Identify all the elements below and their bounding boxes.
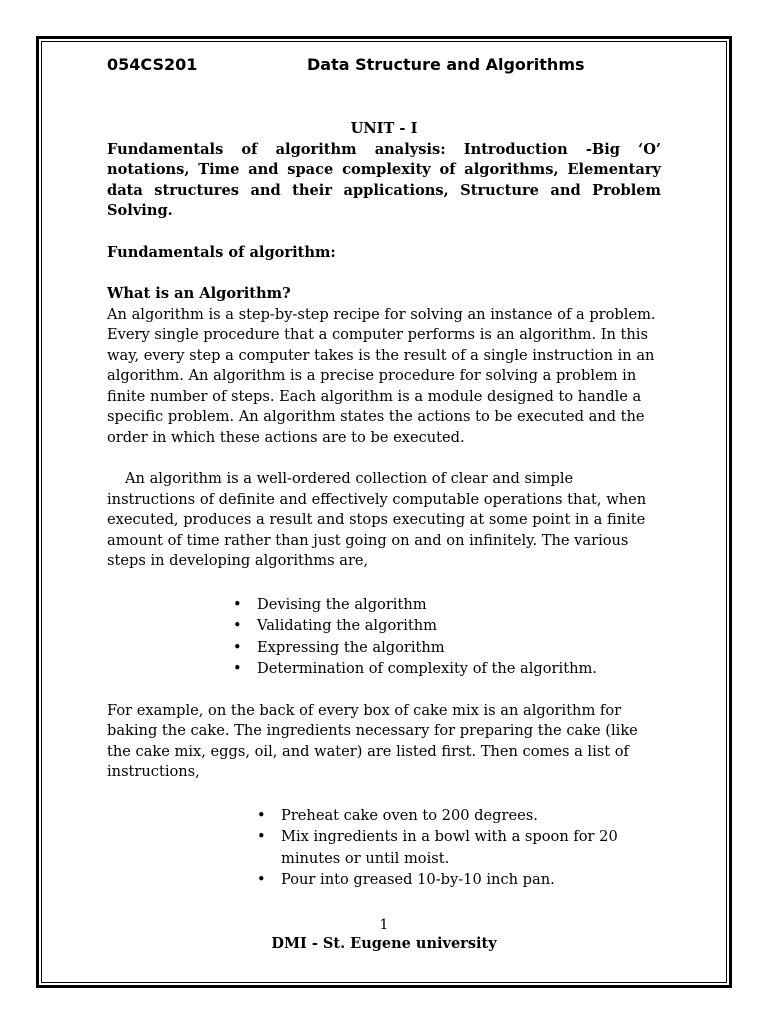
page-number: 1 xyxy=(379,917,389,933)
page-header xyxy=(107,53,661,75)
list-item: • Pour into greased 10-by-10 inch pan. xyxy=(281,869,661,891)
course-title: Data Structure and Algorithms xyxy=(307,54,585,74)
course-code: 054CS201 xyxy=(107,54,198,74)
list-item: • Mix ingredients in a bowl with a spoon for 20 minutes or until moist. xyxy=(257,828,618,867)
list-item: • Determination of complexity of the algorithm. xyxy=(257,658,661,680)
bullet-icon: • xyxy=(257,806,266,824)
list-item: • Expressing the algorithm xyxy=(257,637,661,659)
bullet-icon: • xyxy=(233,617,242,634)
section-heading-what-is-algorithm: What is an Algorithm? xyxy=(107,285,291,302)
cake-instructions-list xyxy=(257,805,661,891)
list-item: • Devising the algorithm xyxy=(257,594,661,616)
university-name: DMI - St. Eugene university xyxy=(271,935,497,952)
page-content xyxy=(107,53,661,891)
list-item: • Validating the algorithm xyxy=(257,615,661,637)
unit-summary: Fundamentals of algorithm analysis: Introduction -Big ‘O’ notations, Time and space complexity of algorithms, Elementary data structures and their applications, Structure and Problem Solving. xyxy=(107,140,661,219)
section-heading-fundamentals: Fundamentals of algorithm: xyxy=(107,243,336,261)
bullet-icon: • xyxy=(257,871,266,888)
bullet-icon: • xyxy=(233,638,242,656)
page-footer xyxy=(107,916,661,954)
bullet-icon: • xyxy=(233,660,242,677)
paragraph-algorithm-collection: An algorithm is a well-ordered collection of clear and simple instructions of definite and effectively computable operations that, when executed, produces a result and stops executing at some point in a finite amount of time rather than just going on and on infinitely. The various steps in developing algorithms are, xyxy=(107,470,647,569)
unit-title: UNIT - I xyxy=(350,120,418,137)
algorithm-steps-list xyxy=(233,594,661,680)
paragraph-algorithm-definition: An algorithm is a step-by-step recipe for solving an instance of a problem. Every single procedure that a computer performs is an algorithm. In this way, every step a computer takes is the result of a single instruction in an algorithm. An algorithm is a precise procedure for solving a problem in finite number of steps. Each algorithm is a module designed to handle a specific problem. An algorithm states the actions to be executed and the order in which these actions are to be executed. xyxy=(107,305,656,446)
bullet-icon: • xyxy=(233,595,242,613)
bullet-icon: • xyxy=(257,828,266,845)
list-item: • Preheat cake oven to 200 degrees. xyxy=(281,805,661,827)
paragraph-cake-example: For example, on the back of every box of cake mix is an algorithm for baking the cake. The ingredients necessary for preparing the cake (like the cake mix, eggs, oil, and water) are listed first. Then comes a list of instructions, xyxy=(107,701,638,780)
